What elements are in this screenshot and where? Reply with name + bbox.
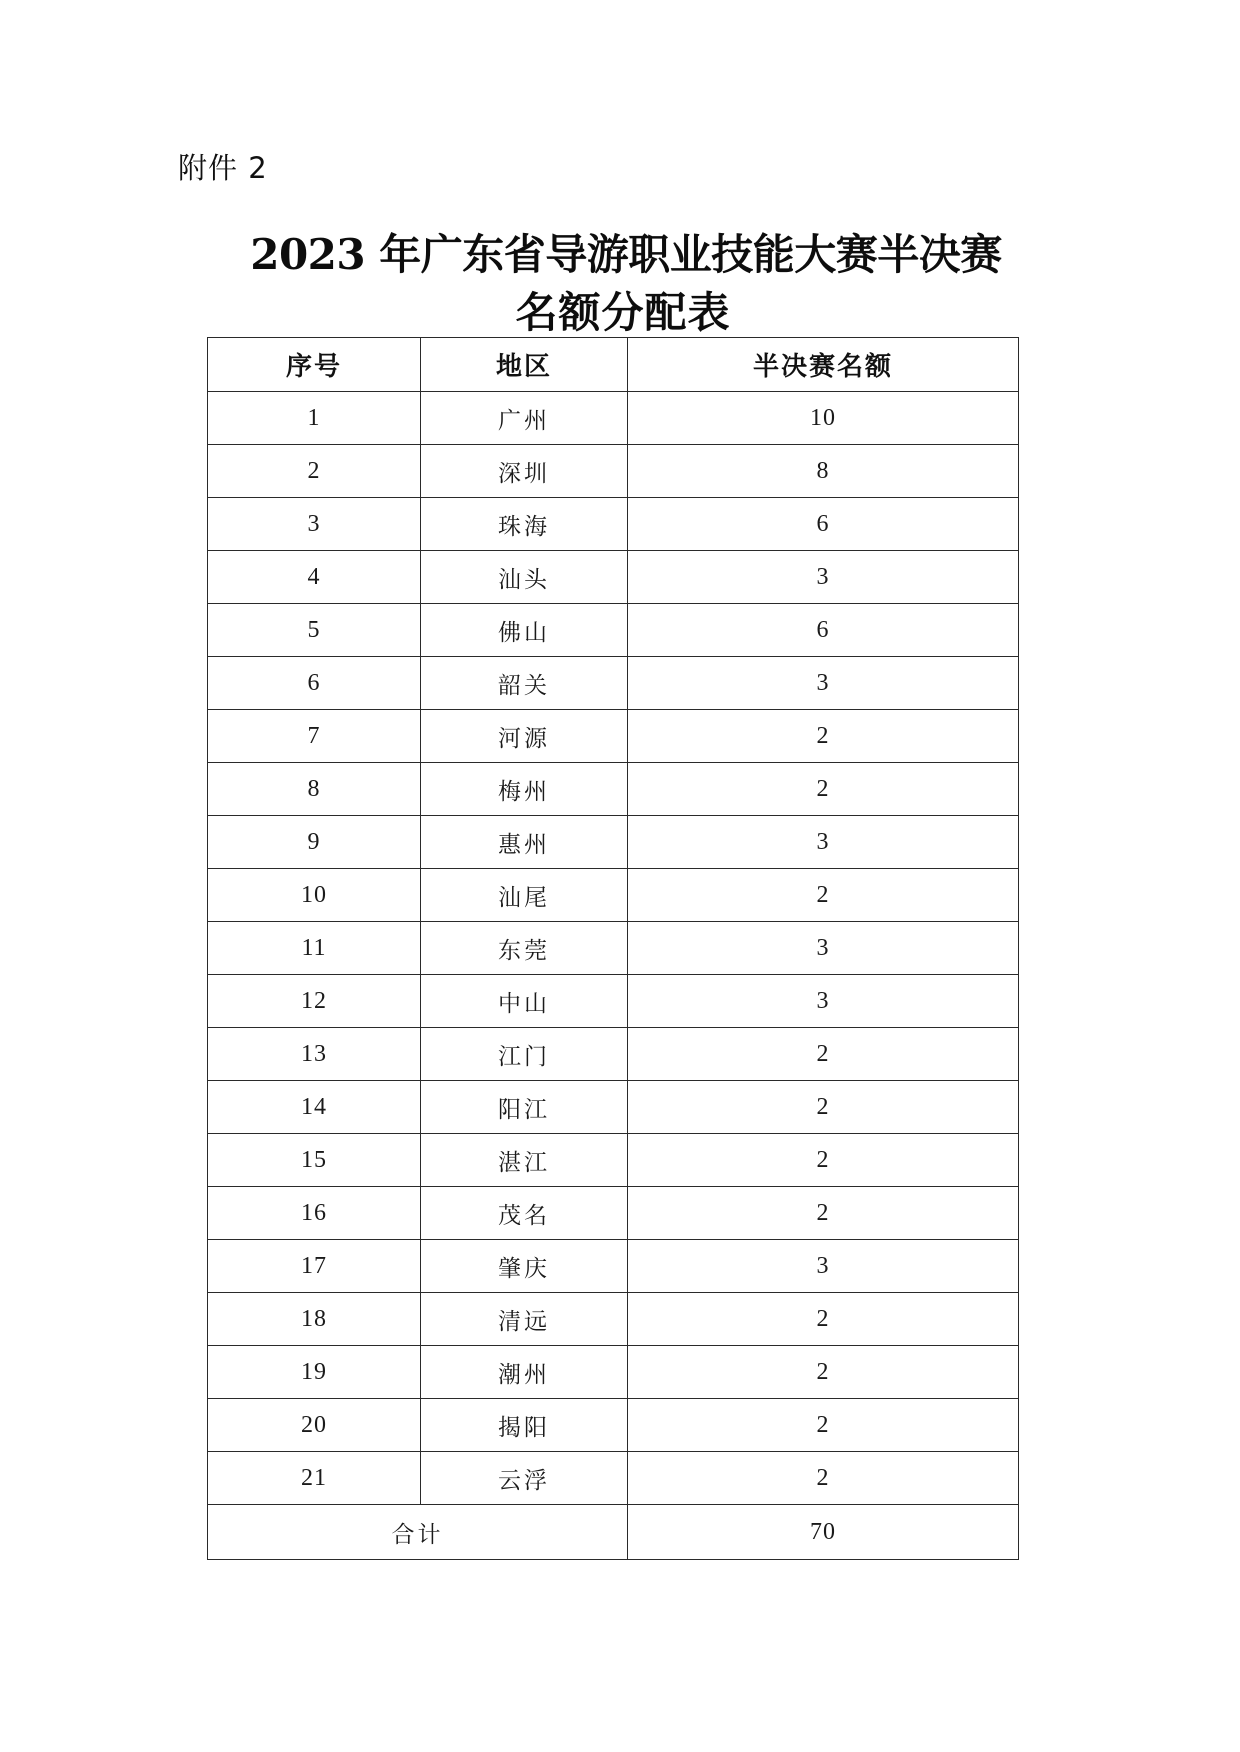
header-region: 地区: [421, 338, 628, 392]
region-cell: 深圳: [421, 445, 628, 498]
header-serial-number: 序号: [208, 338, 421, 392]
region-cell: 茂名: [421, 1187, 628, 1240]
region-cell: 东莞: [421, 922, 628, 975]
region-cell: 珠海: [421, 498, 628, 551]
region-cell: 揭阳: [421, 1399, 628, 1452]
document-title-line-1: 2023 年广东省导游职业技能大赛半决赛: [250, 230, 1002, 279]
region-cell: 韶关: [421, 657, 628, 710]
table-row: [208, 922, 1019, 975]
region-cell: 汕头: [421, 551, 628, 604]
attachment-label: 附件 2: [178, 151, 268, 185]
table-row: [208, 1399, 1019, 1452]
region-cell: 广州: [421, 392, 628, 445]
serial-number-cell: 9: [208, 816, 421, 869]
quota-cell: 2: [628, 1081, 1019, 1134]
quota-cell: 2: [628, 1293, 1019, 1346]
header-semifinal-quota: 半决赛名额: [628, 338, 1019, 392]
table-row: [208, 1452, 1019, 1505]
region-cell: 湛江: [421, 1134, 628, 1187]
serial-number-cell: 5: [208, 604, 421, 657]
serial-number-cell: 6: [208, 657, 421, 710]
quota-cell: 3: [628, 657, 1019, 710]
quota-allocation-table: [207, 337, 1019, 1560]
table-row: [208, 657, 1019, 710]
serial-number-cell: 7: [208, 710, 421, 763]
serial-number-cell: 14: [208, 1081, 421, 1134]
quota-cell: 3: [628, 1240, 1019, 1293]
region-cell: 江门: [421, 1028, 628, 1081]
region-cell: 佛山: [421, 604, 628, 657]
serial-number-cell: 18: [208, 1293, 421, 1346]
quota-cell: 2: [628, 1028, 1019, 1081]
serial-number-cell: 16: [208, 1187, 421, 1240]
region-cell: 清远: [421, 1293, 628, 1346]
table-total-row: [208, 1505, 1019, 1560]
table-row: [208, 1346, 1019, 1399]
serial-number-cell: 19: [208, 1346, 421, 1399]
region-cell: 河源: [421, 710, 628, 763]
table-row: [208, 1134, 1019, 1187]
serial-number-cell: 20: [208, 1399, 421, 1452]
quota-cell: 2: [628, 1134, 1019, 1187]
quota-cell: 2: [628, 869, 1019, 922]
table-row: [208, 1240, 1019, 1293]
table-row: [208, 710, 1019, 763]
table-row: [208, 445, 1019, 498]
quota-cell: 10: [628, 392, 1019, 445]
quota-cell: 6: [628, 604, 1019, 657]
total-label: 合计: [208, 1505, 628, 1560]
table-row: [208, 1028, 1019, 1081]
quota-cell: 2: [628, 1452, 1019, 1505]
table-row: [208, 869, 1019, 922]
quota-cell: 8: [628, 445, 1019, 498]
table-row: [208, 975, 1019, 1028]
table-row: [208, 551, 1019, 604]
region-cell: 阳江: [421, 1081, 628, 1134]
serial-number-cell: 15: [208, 1134, 421, 1187]
quota-cell: 6: [628, 498, 1019, 551]
serial-number-cell: 4: [208, 551, 421, 604]
table-row: [208, 1081, 1019, 1134]
quota-cell: 2: [628, 1399, 1019, 1452]
serial-number-cell: 3: [208, 498, 421, 551]
serial-number-cell: 10: [208, 869, 421, 922]
quota-cell: 3: [628, 816, 1019, 869]
region-cell: 汕尾: [421, 869, 628, 922]
table-row: [208, 1293, 1019, 1346]
table-row: [208, 763, 1019, 816]
serial-number-cell: 13: [208, 1028, 421, 1081]
region-cell: 中山: [421, 975, 628, 1028]
document-title-line-2: 名额分配表: [515, 288, 731, 337]
serial-number-cell: 1: [208, 392, 421, 445]
table-header-row: [208, 338, 1019, 392]
total-value: 70: [628, 1505, 1019, 1560]
quota-cell: 3: [628, 551, 1019, 604]
serial-number-cell: 12: [208, 975, 421, 1028]
table-row: [208, 392, 1019, 445]
quota-cell: 2: [628, 1187, 1019, 1240]
table-row: [208, 816, 1019, 869]
serial-number-cell: 21: [208, 1452, 421, 1505]
serial-number-cell: 17: [208, 1240, 421, 1293]
quota-cell: 2: [628, 1346, 1019, 1399]
table-row: [208, 498, 1019, 551]
region-cell: 潮州: [421, 1346, 628, 1399]
serial-number-cell: 8: [208, 763, 421, 816]
serial-number-cell: 2: [208, 445, 421, 498]
quota-cell: 3: [628, 922, 1019, 975]
region-cell: 云浮: [421, 1452, 628, 1505]
region-cell: 惠州: [421, 816, 628, 869]
region-cell: 梅州: [421, 763, 628, 816]
table-row: [208, 604, 1019, 657]
serial-number-cell: 11: [208, 922, 421, 975]
quota-cell: 2: [628, 763, 1019, 816]
quota-cell: 2: [628, 710, 1019, 763]
table-row: [208, 1187, 1019, 1240]
quota-cell: 3: [628, 975, 1019, 1028]
region-cell: 肇庆: [421, 1240, 628, 1293]
